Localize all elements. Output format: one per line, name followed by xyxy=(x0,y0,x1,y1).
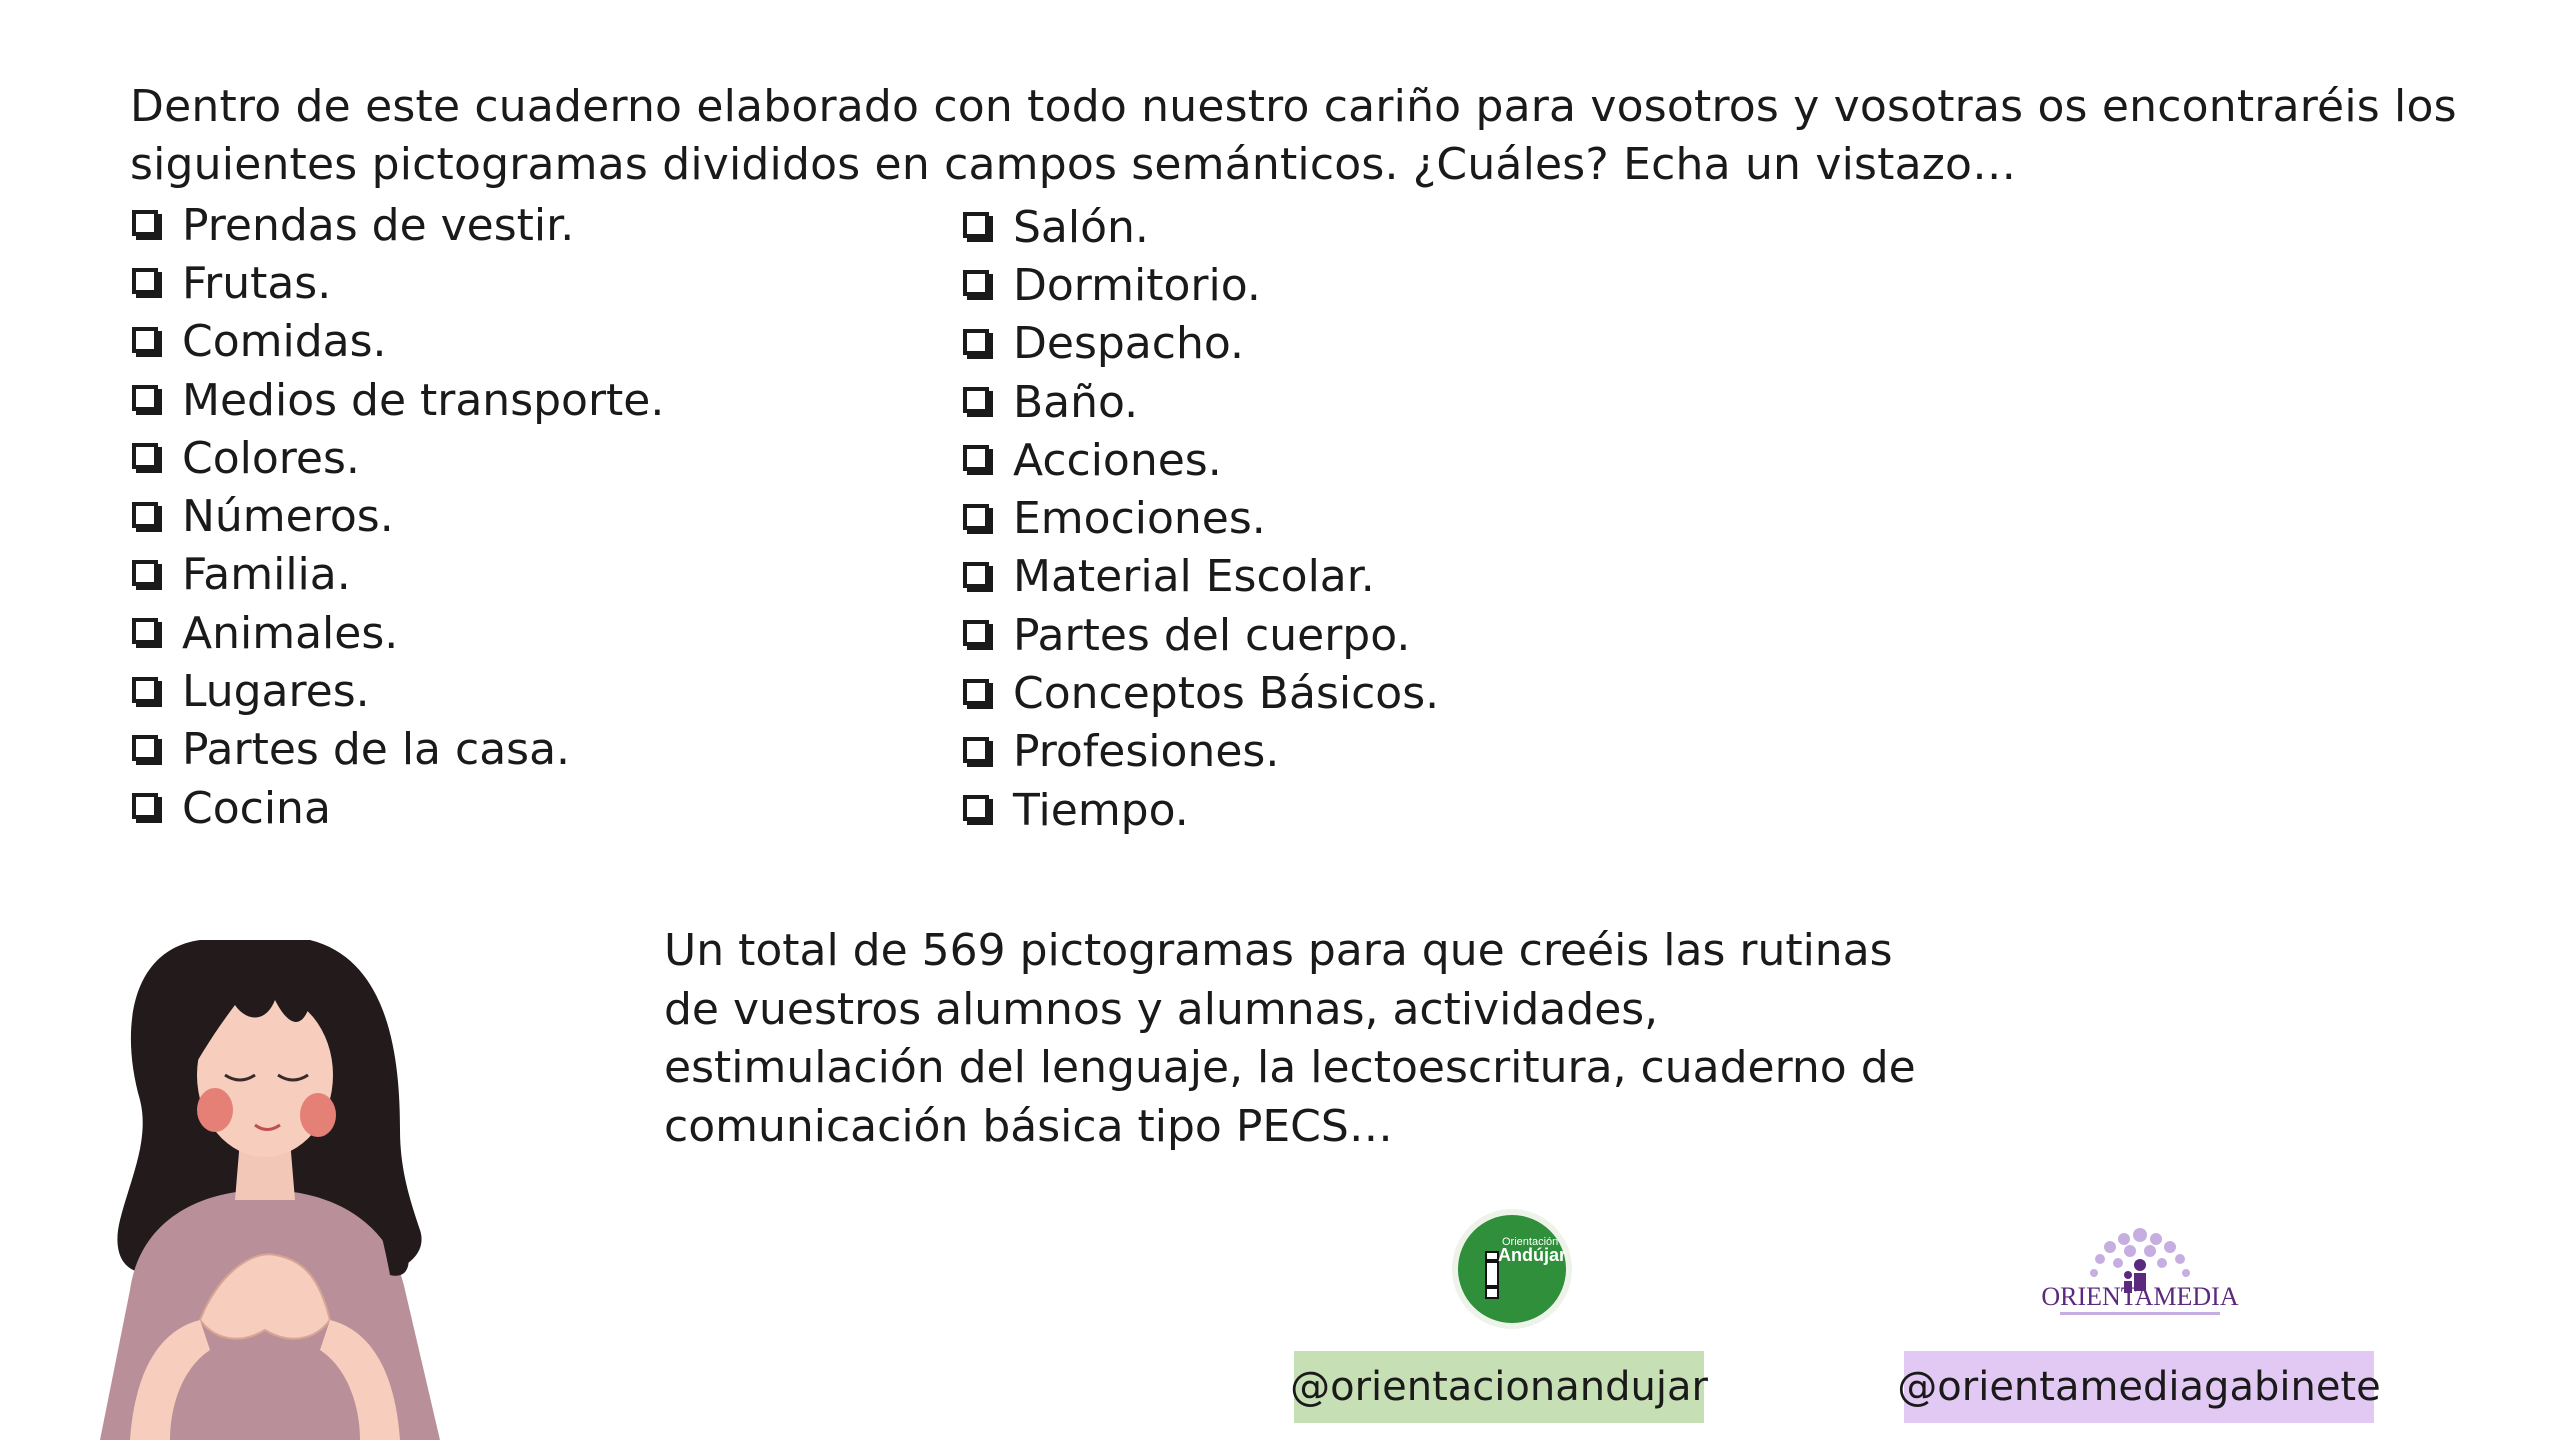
checklist-item xyxy=(963,373,1439,431)
checklist-item xyxy=(132,721,664,779)
checklist-item-label: Familia. xyxy=(182,549,351,601)
checkbox-icon xyxy=(132,268,158,294)
checklist-item xyxy=(132,604,664,662)
checklist-item xyxy=(132,371,664,429)
checkbox-icon xyxy=(132,735,158,761)
blush-left xyxy=(197,1088,233,1132)
checkbox-icon xyxy=(963,329,989,355)
logo-andujar-main-text: Andújar xyxy=(1498,1245,1567,1265)
semantic-fields-list-right xyxy=(963,198,1439,839)
checklist-item xyxy=(132,662,664,720)
checklist-item-label: Cocina xyxy=(182,782,331,834)
checklist-item xyxy=(963,431,1439,489)
checkbox-icon xyxy=(132,502,158,528)
checklist-item xyxy=(132,487,664,545)
checkbox-icon xyxy=(132,443,158,469)
checklist-item-label: Tiempo. xyxy=(1013,784,1189,836)
checkbox-icon xyxy=(132,210,158,236)
checklist-item xyxy=(132,313,664,371)
checklist-item-label: Medios de transporte. xyxy=(182,374,665,426)
checklist-item xyxy=(963,664,1439,722)
checklist-item-label: Dormitorio. xyxy=(1013,259,1261,311)
checklist-item xyxy=(963,606,1439,664)
checklist-item-label: Baño. xyxy=(1013,376,1139,428)
checklist-item-label: Material Escolar. xyxy=(1013,551,1375,603)
logo-andujar-top-text: Orientación xyxy=(1502,1236,1559,1248)
checklist-item xyxy=(132,779,664,837)
checkbox-icon xyxy=(132,385,158,411)
checkbox-icon xyxy=(132,560,158,586)
summary-text: Un total de 569 pictogramas para que creéis las rutinas de vuestros alumnos y alumnas, actividades, estimulación del lenguaje, la lectoescritura, cuaderno de comunicación básica tipo PECS… xyxy=(664,925,1916,1152)
checklist-item-label: Frutas. xyxy=(182,257,332,309)
checklist-item xyxy=(963,781,1439,839)
checkbox-icon xyxy=(963,620,989,646)
checklist-item xyxy=(963,198,1439,256)
woman-illustration xyxy=(60,900,470,1440)
checklist-item xyxy=(132,429,664,487)
checklist-item-label: Profesiones. xyxy=(1013,726,1280,778)
logo-orienta-text: ORIENTAMEDIA xyxy=(2041,1282,2239,1311)
checkbox-icon xyxy=(963,795,989,821)
checklist-item-label: Animales. xyxy=(182,607,399,659)
orientamedia-logo[interactable] xyxy=(2030,1215,2250,1325)
checklist-item xyxy=(963,489,1439,547)
checklist-item-label: Lugares. xyxy=(182,666,370,718)
blush-right xyxy=(300,1093,336,1137)
checkbox-icon xyxy=(963,270,989,296)
checklist-item-label: Partes del cuerpo. xyxy=(1013,609,1411,661)
semantic-fields-list-left xyxy=(132,196,664,837)
checklist-item-label: Emociones. xyxy=(1013,493,1266,545)
checklist-item-label: Despacho. xyxy=(1013,318,1244,370)
checkbox-icon xyxy=(963,387,989,413)
checkbox-icon xyxy=(963,445,989,471)
checkbox-icon xyxy=(963,679,989,705)
checklist-item-label: Números. xyxy=(182,491,394,543)
checkbox-icon xyxy=(963,504,989,530)
checkbox-icon xyxy=(963,562,989,588)
checklist-item-label: Acciones. xyxy=(1013,434,1222,486)
checklist-item-label: Colores. xyxy=(182,432,360,484)
checkbox-icon xyxy=(963,212,989,238)
checklist-item xyxy=(132,254,664,312)
checklist-item-label: Comidas. xyxy=(182,316,387,368)
checklist-item xyxy=(132,546,664,604)
checklist-item-label: Salón. xyxy=(1013,201,1149,253)
checkbox-icon xyxy=(132,793,158,819)
checklist-item-label: Prendas de vestir. xyxy=(182,199,575,251)
checklist-item xyxy=(963,256,1439,314)
checklist-item xyxy=(963,723,1439,781)
orientacionandujar-handle[interactable]: @orientacionandujar xyxy=(1294,1351,1704,1423)
orientacion-andujar-logo[interactable] xyxy=(1450,1207,1574,1331)
checklist-item-label: Partes de la casa. xyxy=(182,724,571,776)
checklist-item-label: Conceptos Básicos. xyxy=(1013,668,1440,720)
checkbox-icon xyxy=(132,677,158,703)
intro-text: Dentro de este cuaderno elaborado con todo nuestro cariño para vosotros y vosotras os encontraréis los siguientes pictogramas divididos en campos semánticos. ¿Cuáles? Echa un vistazo… xyxy=(130,81,2457,190)
checklist-item xyxy=(963,548,1439,606)
checkbox-icon xyxy=(963,737,989,763)
orientamediagabinete-handle[interactable]: @orientamediagabinete xyxy=(1904,1351,2374,1423)
checkbox-icon xyxy=(132,618,158,644)
checkbox-icon xyxy=(132,327,158,353)
checklist-item xyxy=(132,196,664,254)
checklist-item xyxy=(963,315,1439,373)
